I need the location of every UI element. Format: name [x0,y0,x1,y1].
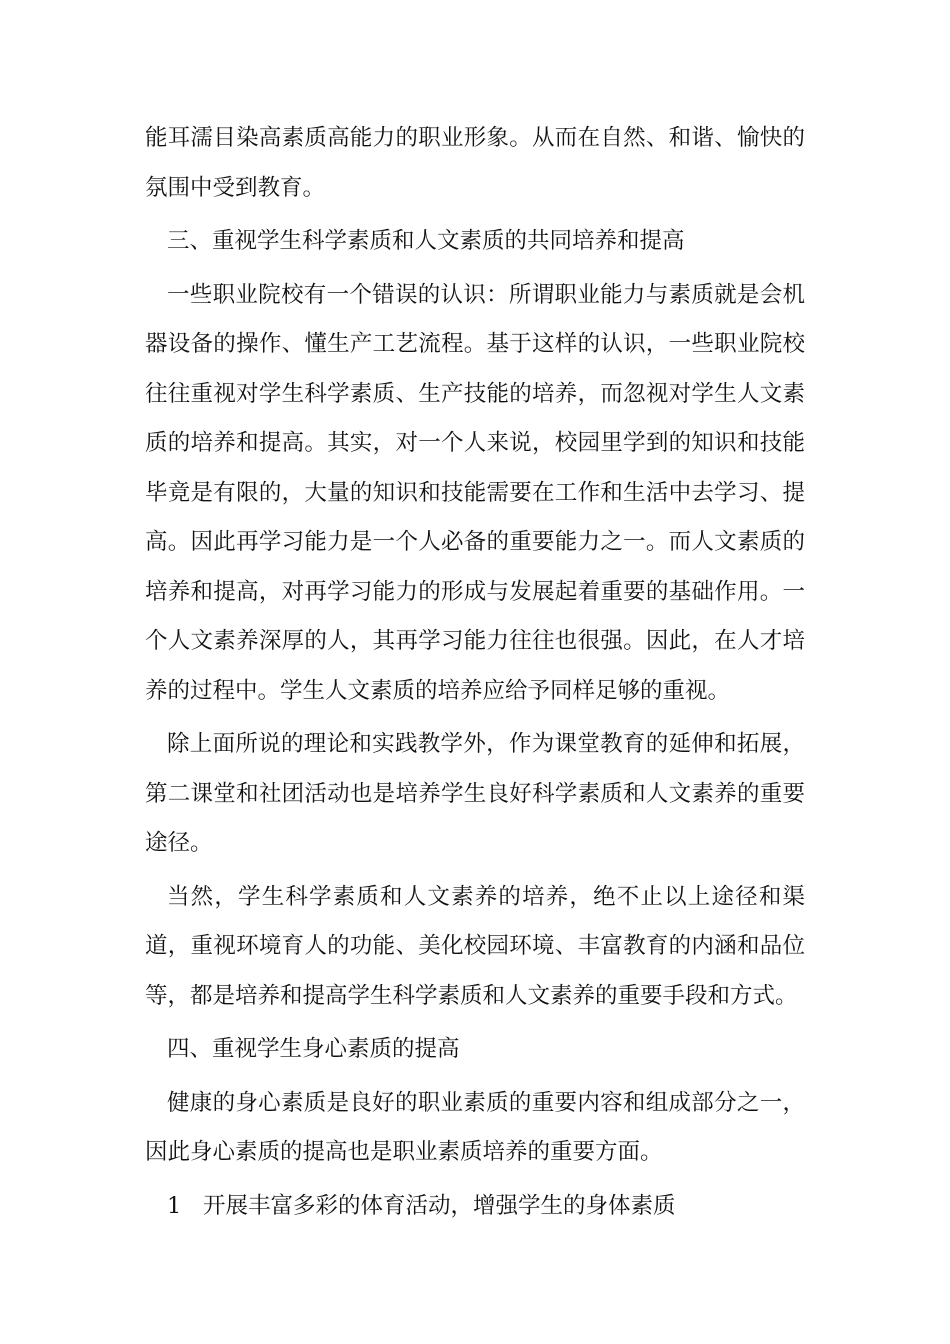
paragraph-physical-mental: 健康的身心素质是良好的职业素质的重要内容和组成部分之一，因此身心素质的提高也是职业素质培养的重要方面。 [145,1089,805,1165]
paragraph-other-channels: 当然，学生科学素质和人文素养的培养，绝不止以上途径和渠道，重视环境育人的功能、美化校园环境、丰富教育的内涵和品位等，都是培养和提高学生科学素质和人文素养的重要手段和方式。 [145,883,805,1009]
document-page [145,114,805,1231]
list-item-text: 开展丰富多彩的体育活动，增强学生的身体素质 [203,1192,676,1219]
paragraph-humanities: 一些职业院校有一个错误的认识：所谓职业能力与素质就是会机器设备的操作、懂生产工艺流程。基于这样的认识，一些职业院校往往重视对学生科学素质、生产技能的培养，而忽视对学生人文素质的培养和提高。其实，对一个人来说，校园里学到的知识和技能毕竟是有限的，大量的知识和技能需要在工作和生活中去学习、提高。因此再学习能力是一个人必备的重要能力之一。而人文素质的培养和提高，对再学习能力的形成与发展起着重要的基础作用。一个人文素养深厚的人，其再学习能力往往也很强。因此，在人才培养的过程中。学生人文素质的培养应给予同样足够的重视。 [145,281,805,704]
section-heading-3: 三、重视学生科学素质和人文素质的共同培养和提高 [167,228,685,254]
section-heading-4: 四、重视学生身心素质的提高 [167,1036,460,1062]
list-item-number: 1 [167,1192,182,1219]
paragraph-continuation: 能耳濡目染高素质高能力的职业形象。从而在自然、和谐、愉快的氛围中受到教育。 [145,125,805,201]
list-item [145,1182,805,1232]
paragraph-second-classroom: 除上面所说的理论和实践教学外，作为课堂教育的延伸和拓展，第二课堂和社团活动也是培养学生良好科学素质和人文素养的重要途径。 [145,731,805,856]
